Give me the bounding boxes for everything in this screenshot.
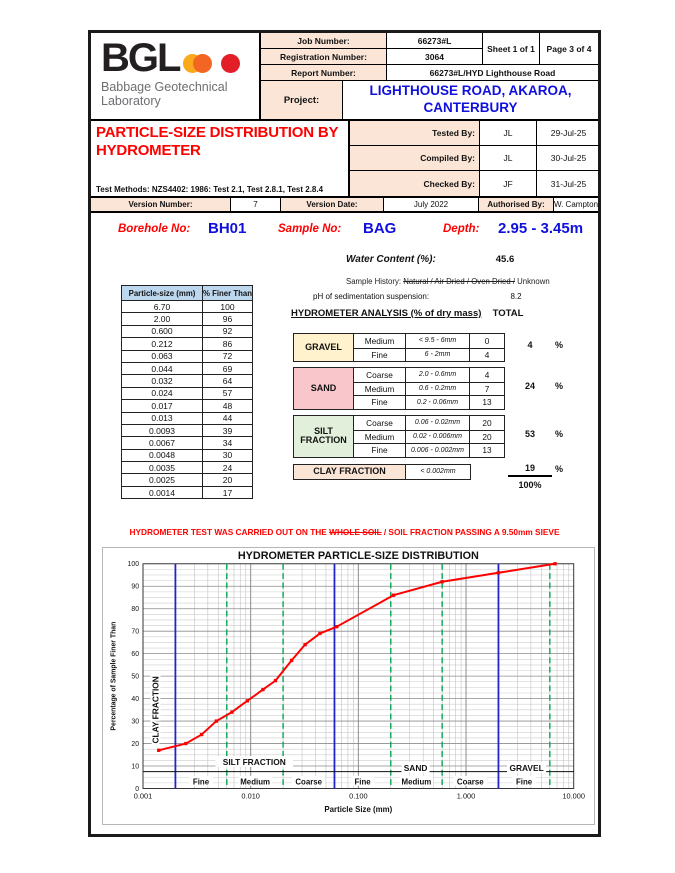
- svg-text:1.000: 1.000: [456, 791, 476, 801]
- psd-cell: 39: [202, 424, 252, 436]
- fraction-value: 13: [470, 443, 504, 457]
- svg-text:10: 10: [131, 763, 140, 771]
- psd-cell: 44: [202, 412, 252, 424]
- psd-cell: 0.212: [122, 337, 202, 349]
- job-number-value: 66273#L: [387, 33, 483, 49]
- psd-cell: 0.063: [122, 350, 202, 362]
- tested-by-initials: JL: [480, 121, 537, 146]
- svg-text:80: 80: [131, 606, 140, 614]
- compiled-by-date: 30-Jul-25: [537, 146, 600, 171]
- psd-cell: 6.70: [122, 300, 202, 312]
- ph-value: 8.2: [510, 292, 522, 301]
- svg-text:SAND: SAND: [403, 762, 428, 773]
- svg-text:10.000: 10.000: [562, 791, 585, 801]
- fraction-name: GRAVEL: [294, 334, 354, 361]
- project-value: LIGHTHOUSE ROAD, AKAROA, CANTERBURY: [369, 83, 572, 115]
- svg-text:0.001: 0.001: [133, 791, 153, 801]
- authorised-by-value: W. Campton: [554, 200, 599, 209]
- psd-chart: [103, 548, 594, 822]
- psd-cell: 92: [202, 325, 252, 337]
- project-label: Project:: [261, 81, 343, 119]
- psd-cell: 2.00: [122, 312, 202, 324]
- svg-text:CLAY FRACTION: CLAY FRACTION: [150, 676, 161, 744]
- fraction-value: 4: [470, 348, 504, 362]
- borehole-value: BH01: [208, 220, 247, 237]
- tested-by-date: 29-Jul-25: [537, 121, 600, 146]
- version-row: [91, 198, 598, 213]
- authorised-by-label: Authorised By:: [479, 198, 554, 211]
- fraction-sub-label: Coarse: [354, 368, 406, 382]
- psd-cell: 0.024: [122, 387, 202, 399]
- svg-text:90: 90: [131, 583, 140, 591]
- ph-label: pH of sedimentation suspension:: [313, 292, 430, 301]
- svg-text:SILT FRACTION: SILT FRACTION: [222, 756, 286, 767]
- svg-text:100: 100: [127, 561, 140, 569]
- sample-history-struck: Natural / Air Dried / Oven Dried /: [403, 277, 515, 286]
- registration-number-value: 3064: [387, 49, 483, 65]
- compiled-by-label: Compiled By:: [350, 146, 480, 171]
- psd-cell: 96: [202, 312, 252, 324]
- fraction-value: 13: [470, 395, 504, 409]
- analysis-heading: HYDROMETER ANALYSIS (% of dry mass): [291, 308, 482, 319]
- fraction-value: 4: [484, 369, 490, 380]
- document-title: PARTICLE-SIZE DISTRIBUTION BY HYDROMETER: [96, 124, 339, 159]
- psd-cell: 86: [202, 337, 252, 349]
- svg-text:Medium: Medium: [240, 777, 271, 787]
- psd-cell: 0.032: [122, 374, 202, 386]
- silt-total: 53: [524, 429, 535, 439]
- depth-value: 2.95 - 3.45m: [498, 220, 584, 237]
- svg-text:70: 70: [131, 628, 140, 636]
- fraction-size-range: 0.02 - 0.006mm: [406, 430, 470, 444]
- fraction-size-range: 6 - 2mm: [406, 348, 470, 362]
- fraction-table-clay: [293, 464, 471, 480]
- grand-total: 100%: [518, 480, 542, 490]
- sample-history-kept: Unknown: [515, 277, 550, 286]
- psd-cell: 0.0067: [122, 436, 202, 448]
- report-page: [88, 30, 601, 837]
- depth-label: Depth:: [443, 223, 480, 235]
- psd-cell: 30: [202, 449, 252, 461]
- svg-text:0: 0: [135, 785, 140, 793]
- header-grid: [261, 33, 598, 81]
- gravel-total-unit: %: [554, 340, 563, 350]
- psd-chart-box: [102, 547, 595, 825]
- fraction-size-range: 2.0 - 0.6mm: [406, 368, 470, 382]
- fraction-sub-label: Medium: [354, 334, 406, 348]
- checked-by-initials: JF: [480, 171, 537, 196]
- psd-cell: 34: [202, 436, 252, 448]
- fraction-size-range: 0.006 - 0.002mm: [406, 443, 470, 457]
- logo-subtitle-1: Babbage Geotechnical: [101, 80, 228, 94]
- fraction-table-gravel: [293, 333, 505, 362]
- psd-cell: 0.0025: [122, 473, 202, 485]
- fraction-sub-label: Fine: [354, 395, 406, 409]
- psd-cell: 69: [202, 362, 252, 374]
- sheet-indicator: Sheet 1 of 1: [483, 33, 540, 65]
- borehole-label: Borehole No:: [118, 223, 191, 235]
- psd-cell: 0.600: [122, 325, 202, 337]
- psd-cell: 0.017: [122, 399, 202, 411]
- sample-no-label: Sample No:: [278, 223, 342, 235]
- sample-no-value: BAG: [363, 220, 397, 237]
- svg-text:50: 50: [131, 673, 140, 681]
- psd-cell: 24: [202, 461, 252, 473]
- tested-by-label: Tested By:: [350, 121, 480, 146]
- water-content-label: Water Content (%):: [346, 254, 436, 265]
- sand-total-unit: %: [554, 381, 563, 391]
- fraction-size-range: < 0.002mm: [420, 468, 456, 476]
- psd-table: [121, 285, 253, 499]
- svg-text:Particle Size (mm): Particle Size (mm): [324, 805, 393, 815]
- title-block: [91, 121, 598, 198]
- fraction-sub-label: Coarse: [354, 416, 406, 430]
- psd-cell: 0.013: [122, 412, 202, 424]
- fraction-sub-label: Medium: [354, 382, 406, 396]
- fraction-value: 20: [470, 430, 504, 444]
- svg-text:60: 60: [131, 651, 140, 659]
- psd-cell: 100: [202, 300, 252, 312]
- version-date-value: July 2022: [384, 198, 479, 211]
- svg-text:Coarse: Coarse: [456, 777, 484, 787]
- silt-total-unit: %: [554, 429, 563, 439]
- psd-cell: 0.044: [122, 362, 202, 374]
- fraction-table-silt: [293, 415, 505, 458]
- report-number-label: Report Number:: [261, 65, 387, 81]
- psd-cell: 20: [202, 473, 252, 485]
- psd-header-cell: Particle-size (mm): [122, 286, 202, 300]
- clay-total-unit: %: [554, 464, 563, 474]
- version-number-label: Version Number:: [91, 198, 231, 211]
- logo-dots-icon: [183, 54, 240, 73]
- sand-total: 24: [524, 381, 535, 391]
- svg-text:Fine: Fine: [192, 777, 210, 787]
- fraction-size-range: 0.2 - 0.06mm: [406, 395, 470, 409]
- compiled-by-initials: JL: [480, 146, 537, 171]
- analysis-total-label: TOTAL: [492, 308, 524, 319]
- fraction-size-range: < 9.5 - 6mm: [406, 334, 470, 348]
- checked-by-date: 31-Jul-25: [550, 178, 587, 189]
- psd-cell: 0.0035: [122, 461, 202, 473]
- registration-number-label: Registration Number:: [261, 49, 387, 65]
- fraction-value: 0: [484, 335, 490, 346]
- svg-text:40: 40: [131, 696, 140, 704]
- water-content-value: 45.6: [495, 254, 515, 265]
- fraction-size-range: 0.6 - 0.2mm: [406, 382, 470, 396]
- svg-text:Medium: Medium: [401, 777, 432, 787]
- version-date-label: Version Date:: [281, 198, 384, 211]
- svg-text:GRAVEL: GRAVEL: [509, 762, 544, 773]
- svg-text:HYDROMETER PARTICLE-SIZE DISTR: HYDROMETER PARTICLE-SIZE DISTRIBUTION: [237, 549, 479, 562]
- hydrometer-note: HYDROMETER TEST WAS CARRIED OUT ON THE WHOLE SOIL / SOIL FRACTION PASSING A 9.50mm SIEVE: [129, 527, 560, 537]
- version-number-value: 7: [231, 198, 281, 211]
- note-struck: WHOLE SOIL: [329, 527, 382, 537]
- psd-cell: 48: [202, 399, 252, 411]
- psd-cell: 0.0048: [122, 449, 202, 461]
- svg-text:Coarse: Coarse: [295, 777, 323, 787]
- svg-text:0.100: 0.100: [349, 791, 368, 801]
- svg-text:Fine: Fine: [515, 777, 533, 787]
- fraction-name: SILT FRACTION: [294, 416, 354, 457]
- fraction-value: 20: [482, 417, 492, 428]
- psd-cell: 57: [202, 387, 252, 399]
- logo-subtitle-2: Laboratory: [101, 94, 161, 108]
- fraction-sub-label: Fine: [354, 348, 406, 362]
- test-methods: Test Methods: NZS4402: 1986: Test 2.1, Test 2.8.1, Test 2.8.4: [96, 185, 324, 194]
- report-number-value: 66273#L/HYD Lighthouse Road: [387, 65, 598, 81]
- fraction-size-range: 0.06 - 0.02mm: [406, 416, 470, 430]
- fraction-name: CLAY FRACTION: [294, 465, 406, 479]
- fraction-sub-label: Fine: [354, 443, 406, 457]
- report-header: [91, 33, 598, 121]
- psd-cell: 17: [202, 486, 252, 498]
- svg-text:Fine: Fine: [354, 777, 371, 787]
- psd-cell: 72: [202, 350, 252, 362]
- fraction-name: SAND: [294, 368, 354, 409]
- psd-header-cell: % Finer Than: [202, 286, 252, 300]
- report-body: [91, 213, 598, 834]
- signoff-table: [348, 121, 598, 196]
- psd-cell: 0.0014: [122, 486, 202, 498]
- page-indicator: Page 3 of 4: [540, 33, 598, 65]
- logo-acronym: BGL: [101, 36, 180, 80]
- fraction-table-sand: [293, 367, 505, 410]
- svg-text:0.010: 0.010: [241, 791, 260, 801]
- job-number-label: Job Number:: [261, 33, 387, 49]
- fraction-sub-label: Medium: [354, 430, 406, 444]
- sample-history: Sample History: Natural / Air Dried / Oven Dried / Unknown: [346, 277, 550, 286]
- fraction-value: 7: [470, 382, 504, 396]
- psd-cell: 0.0093: [122, 424, 202, 436]
- gravel-total: 4: [527, 340, 533, 350]
- checked-by-label: Checked By:: [350, 171, 480, 196]
- svg-text:Percentage of Sample Finer Tha: Percentage of Sample Finer Than: [110, 621, 118, 731]
- svg-text:20: 20: [131, 741, 140, 749]
- psd-cell: 64: [202, 374, 252, 386]
- svg-text:30: 30: [131, 718, 140, 726]
- clay-total: 19: [508, 463, 552, 477]
- company-logo: [91, 33, 261, 119]
